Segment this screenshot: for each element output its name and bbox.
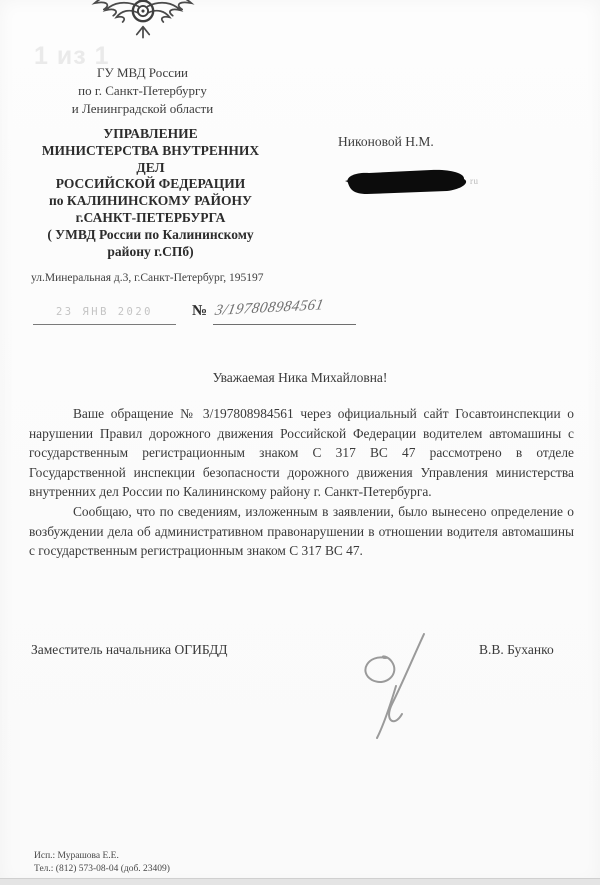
executor-line: Исп.: Мурашова Е.Е. xyxy=(34,851,119,861)
org-main-line: РОССИЙСКОЙ ФЕДЕРАЦИИ xyxy=(55,176,246,192)
recipient-name: Никоновой Н.М. xyxy=(338,134,434,149)
org-top-line: ГУ МВД России xyxy=(96,65,188,80)
body-paragraph: Ваше обращение № 3/197808984561 через официальный сайт Госавтоинспекции о нарушении Правил дорожного движения Российской Федерации водителем автомашины с государственным регистрационным знаком С 317 ВС 47 рассмотрено в отделе Государственной инспекции безопасности дорожного движения Управления министерства внутренних дел России по Калининскому району г. Санкт-Петербурга. xyxy=(29,406,574,500)
signer-position: Заместитель начальника ОГИБДД xyxy=(31,642,228,657)
page-counter-watermark: 1 из 1 xyxy=(34,42,110,70)
org-top-line: и Ленинградской области xyxy=(71,101,214,116)
org-main-line: району г.СПб) xyxy=(107,243,194,259)
body-paragraph: Сообщаю, что по сведениям, изложенным в заявлении, было вынесено определение о возбуждении дела об административном правонарушении в отношении водителя автомашины с государственным регистрационным знаком С 317 ВС 47. xyxy=(29,503,574,559)
signature-image xyxy=(350,628,440,740)
salutation: Уважаемая Ника Михайловна! xyxy=(212,370,388,385)
redacted-text-remnant: ru xyxy=(470,176,479,186)
org-main-line: ( УМВД России по Калининскому xyxy=(47,226,254,242)
number-sign: № xyxy=(192,303,208,319)
org-main-line: МИНИСТЕРСТВА ВНУТРЕННИХ xyxy=(41,142,260,158)
phone-line: Тел.: (812) 573-08-04 (доб. 23409) xyxy=(34,863,170,874)
redaction-mark xyxy=(343,168,475,196)
mvd-eagle-emblem-icon xyxy=(88,0,198,58)
sender-address: ул.Минеральная д.3, г.Санкт-Петербург, 195197 xyxy=(31,272,264,284)
scan-page-edge xyxy=(0,878,600,885)
executor-footer xyxy=(34,850,170,875)
org-main-line: УПРАВЛЕНИЕ xyxy=(103,126,198,141)
date-stamp-field xyxy=(33,300,176,325)
letter-body xyxy=(29,404,574,561)
date-stamp: 23 ЯНВ 2020 xyxy=(55,305,154,319)
letterhead-main-org xyxy=(18,126,283,260)
letterhead-parent-org xyxy=(20,64,265,118)
signer-name: В.В. Буханко xyxy=(479,642,554,657)
handwritten-number: 3/197808984561 xyxy=(213,297,326,319)
org-main-line: г.САНКТ-ПЕТЕРБУРГА xyxy=(75,209,226,225)
org-main-line: по КАЛИНИНСКОМУ РАЙОНУ xyxy=(49,193,252,209)
org-main-line: ДЕЛ xyxy=(136,159,165,175)
org-top-line: по г. Санкт-Петербургу xyxy=(78,83,207,98)
